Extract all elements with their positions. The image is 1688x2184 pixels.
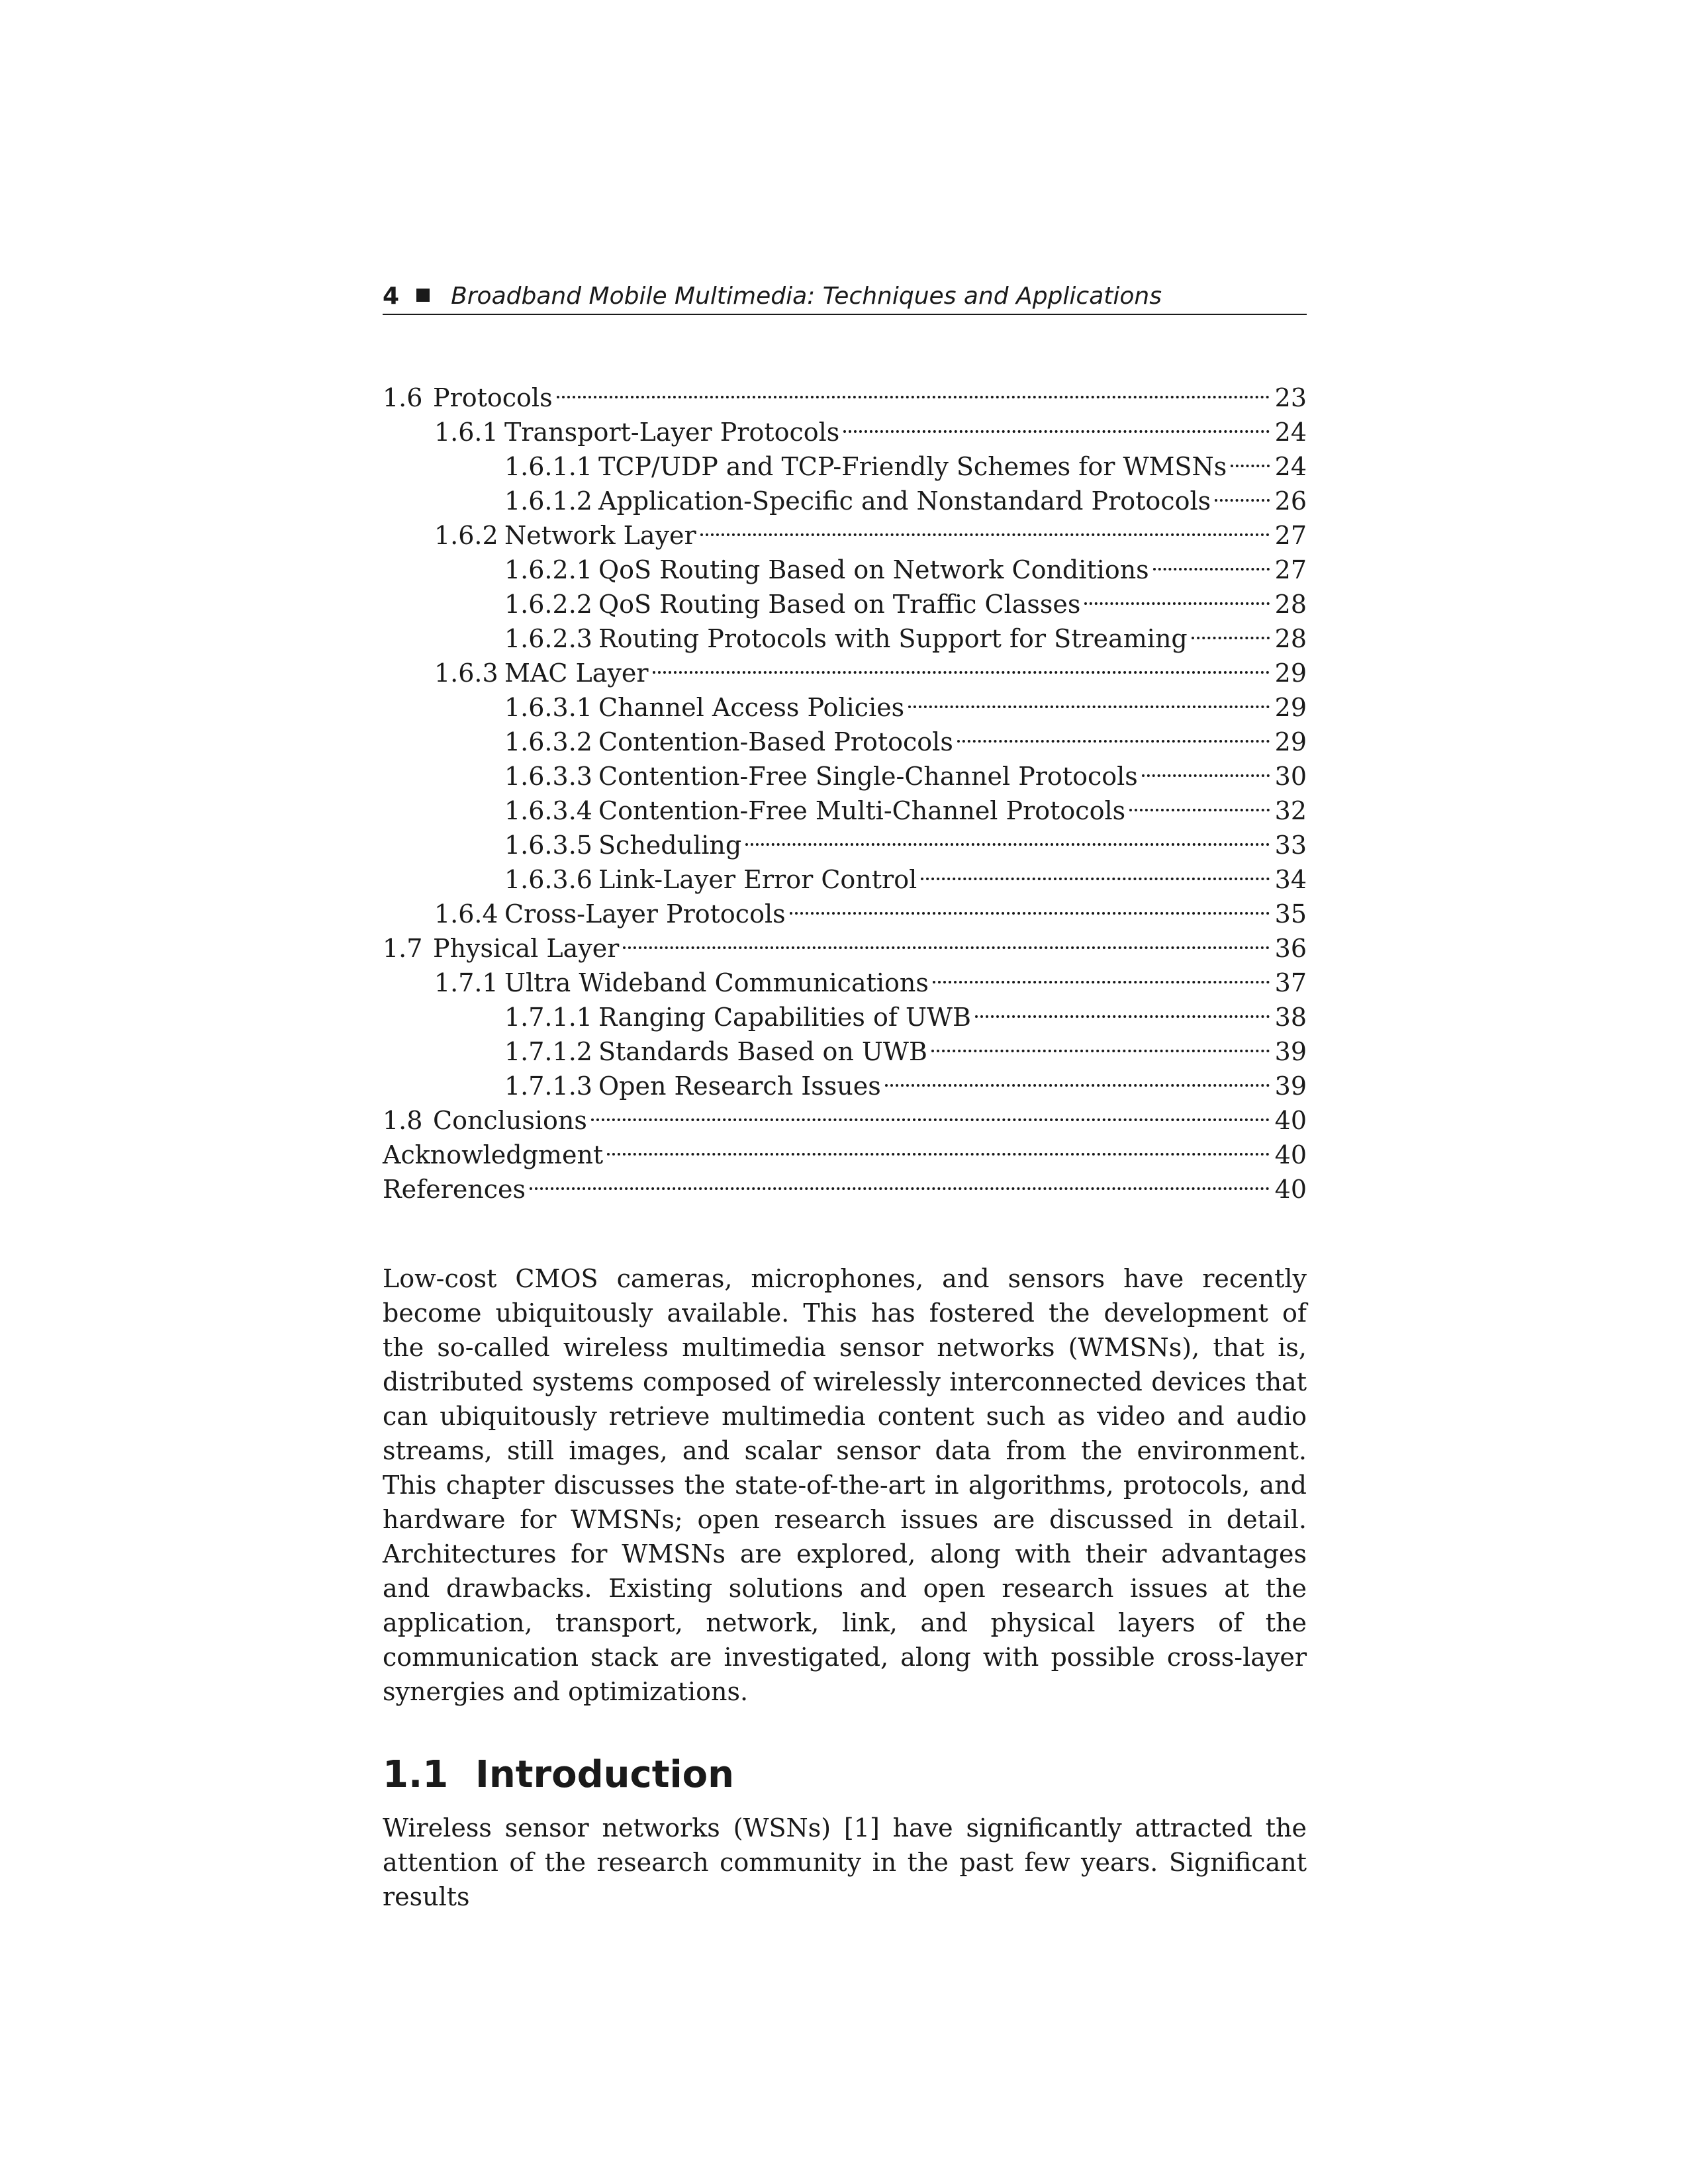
toc-dot-leader (623, 923, 1269, 957)
toc-entry-number: 1.6.3.1 (504, 693, 592, 722)
toc-entry-title: Transport-Layer Protocols (504, 418, 840, 447)
toc-dot-leader (843, 406, 1269, 441)
toc-entry-title: Acknowledgment (383, 1140, 604, 1169)
toc-entry-title: References (383, 1175, 526, 1204)
intro-paragraph: Wireless sensor networks (WSNs) [1] have significantly attracted the attention of the research community in the past few years. Significant results (383, 1813, 1307, 1911)
toc-entry-title: Contention-Free Multi-Channel Protocols (598, 796, 1126, 825)
toc-dot-leader (933, 957, 1270, 991)
toc-dot-leader (557, 372, 1270, 406)
toc-entry-number: 1.6.1.2 (504, 486, 592, 516)
toc-entry-title: Physical Layer (433, 934, 620, 963)
toc-entry-number: 1.6.3.3 (504, 762, 592, 791)
toc-dot-leader (591, 1095, 1270, 1129)
toc-dot-leader (908, 682, 1270, 716)
toc-entry-number: 1.7.1 (434, 968, 498, 997)
toc-entry-number: 1.6.2.2 (504, 590, 592, 619)
toc-entry-number: 1.6 (383, 383, 423, 412)
toc-entry-title: QoS Routing Based on Traffic Classes (598, 590, 1081, 619)
toc-entry-page: 39 (1274, 1037, 1307, 1066)
toc-entry-title: QoS Routing Based on Network Conditions (598, 555, 1149, 584)
toc-dot-leader (1153, 544, 1270, 578)
toc-entry-title: TCP/UDP and TCP-Friendly Schemes for WMSNs (598, 452, 1227, 481)
toc-entry-page: 40 (1274, 1140, 1307, 1169)
toc-entry-page: 35 (1274, 899, 1307, 929)
toc-entry-page: 29 (1274, 727, 1307, 756)
toc-entry-title: Standards Based on UWB (598, 1037, 927, 1066)
section-heading (383, 1751, 1307, 1799)
toc-entry-number: 1.6.2.3 (504, 624, 592, 653)
section-title: Introduction (475, 1753, 735, 1796)
toc-entry-page: 23 (1274, 383, 1307, 412)
toc-entry-title: MAC Layer (504, 659, 649, 688)
toc-entry-page: 34 (1274, 865, 1307, 894)
toc-entry-page: 29 (1274, 693, 1307, 722)
toc-entry-page: 39 (1274, 1071, 1307, 1101)
toc-dot-leader (1142, 751, 1270, 785)
toc-dot-leader (957, 716, 1270, 751)
toc-entry-number: 1.6.2 (434, 521, 498, 550)
toc-dot-leader (931, 1026, 1270, 1060)
toc-entry-title: Conclusions (433, 1106, 587, 1135)
toc-entry-title: Open Research Issues (598, 1071, 881, 1101)
toc-entry-title: Network Layer (504, 521, 696, 550)
toc-entry-page: 28 (1274, 624, 1307, 653)
toc-entry-number: 1.6.3.2 (504, 727, 592, 756)
toc-entry-number: 1.6.3 (434, 659, 498, 688)
toc-entry-title: Contention-Based Protocols (598, 727, 953, 756)
toc-dot-leader (921, 854, 1269, 888)
square-bullet-icon (416, 289, 430, 302)
toc-entry-title: Routing Protocols with Support for Streaming (598, 624, 1188, 653)
toc-entry-page: 27 (1274, 521, 1307, 550)
toc-dot-leader (1192, 613, 1270, 647)
toc-entry-page: 29 (1274, 659, 1307, 688)
toc-entry-page: 33 (1274, 831, 1307, 860)
toc-entry-page: 27 (1274, 555, 1307, 584)
toc-entry-number: 1.6.3.6 (504, 865, 592, 894)
toc-entry-title: Cross-Layer Protocols (504, 899, 786, 929)
toc-entry-number: 1.7 (383, 934, 423, 963)
toc-entry-page: 30 (1274, 762, 1307, 791)
toc-entry-title: Application-Specific and Nonstandard Protocols (598, 486, 1211, 516)
toc-entry-number: 1.6.1.1 (504, 452, 592, 481)
page-number: 4 (383, 283, 400, 310)
toc-entry-number: 1.7.1.1 (504, 1003, 592, 1032)
toc-dot-leader (885, 1060, 1270, 1095)
section-number: 1.1 (383, 1753, 449, 1796)
toc-entry-title: Ultra Wideband Communications (504, 968, 929, 997)
toc-dot-leader (975, 991, 1270, 1026)
toc-entry-number: 1.7.1.3 (504, 1071, 592, 1101)
toc-entry-number: 1.6.3.5 (504, 831, 592, 860)
toc-dot-leader (700, 510, 1270, 544)
toc-entry-number: 1.8 (383, 1106, 423, 1135)
toc-entry[interactable] (383, 372, 1307, 412)
toc-dot-leader (1084, 578, 1269, 613)
toc-entry-title: Channel Access Policies (598, 693, 905, 722)
toc-entry-page: 26 (1274, 486, 1307, 516)
toc-entry-number: 1.6.3.4 (504, 796, 592, 825)
toc-dot-leader (1231, 441, 1269, 475)
toc-entry-title: Scheduling (598, 831, 742, 860)
toc-entry-page: 24 (1274, 418, 1307, 447)
chapter-abstract: Low-cost CMOS cameras, microphones, and sensors have recently become ubiquitously available. This has fostered the development of the so-called wireless multimedia sensor networks (WMSNs), that is, distributed systems composed of wirelessly interconnected devices that can ubiquitously retrieve multimedia content such as video and audio streams, still images, and scalar sensor data from the environment. This chapter discusses the state-of-the-art in algorithms, protocols, and hardware for WMSNs; open research issues are discussed in detail. Architectures for WMSNs are explored, along with their advantages and drawbacks. Existing solutions and open research issues at the application, transport, network, link, and physical layers of the communication stack are investigated, along with possible cross-layer synergies and optimizations. (383, 1264, 1307, 1706)
toc-dot-leader (653, 647, 1270, 682)
toc-entry-page: 36 (1274, 934, 1307, 963)
toc-dot-leader (1129, 785, 1270, 819)
toc-dot-leader (790, 888, 1270, 923)
toc-entry-page: 38 (1274, 1003, 1307, 1032)
toc-dot-leader (745, 819, 1269, 854)
toc-dot-leader (1215, 475, 1270, 510)
toc-entry-page: 40 (1274, 1106, 1307, 1135)
toc-entry-title: Ranging Capabilities of UWB (598, 1003, 971, 1032)
toc-entry-title: Protocols (433, 383, 553, 412)
toc-dot-leader (530, 1163, 1270, 1198)
toc-entry-number: 1.6.4 (434, 899, 498, 929)
toc-entry-page: 24 (1274, 452, 1307, 481)
toc-entry-title: Contention-Free Single-Channel Protocols (598, 762, 1138, 791)
toc-entry-page: 28 (1274, 590, 1307, 619)
toc-entry-title: Link-Layer Error Control (598, 865, 917, 894)
toc-entry-number: 1.6.1 (434, 418, 498, 447)
book-title: Broadband Mobile Multimedia: Techniques and Applications (451, 283, 1162, 310)
toc-entry-page: 32 (1274, 796, 1307, 825)
running-header (383, 279, 1307, 315)
toc-entry-page: 37 (1274, 968, 1307, 997)
toc-dot-leader (607, 1129, 1269, 1163)
toc-entry-number: 1.6.2.1 (504, 555, 592, 584)
toc-entry-page: 40 (1274, 1175, 1307, 1204)
table-of-contents (383, 372, 1307, 1204)
toc-entry-number: 1.7.1.2 (504, 1037, 592, 1066)
